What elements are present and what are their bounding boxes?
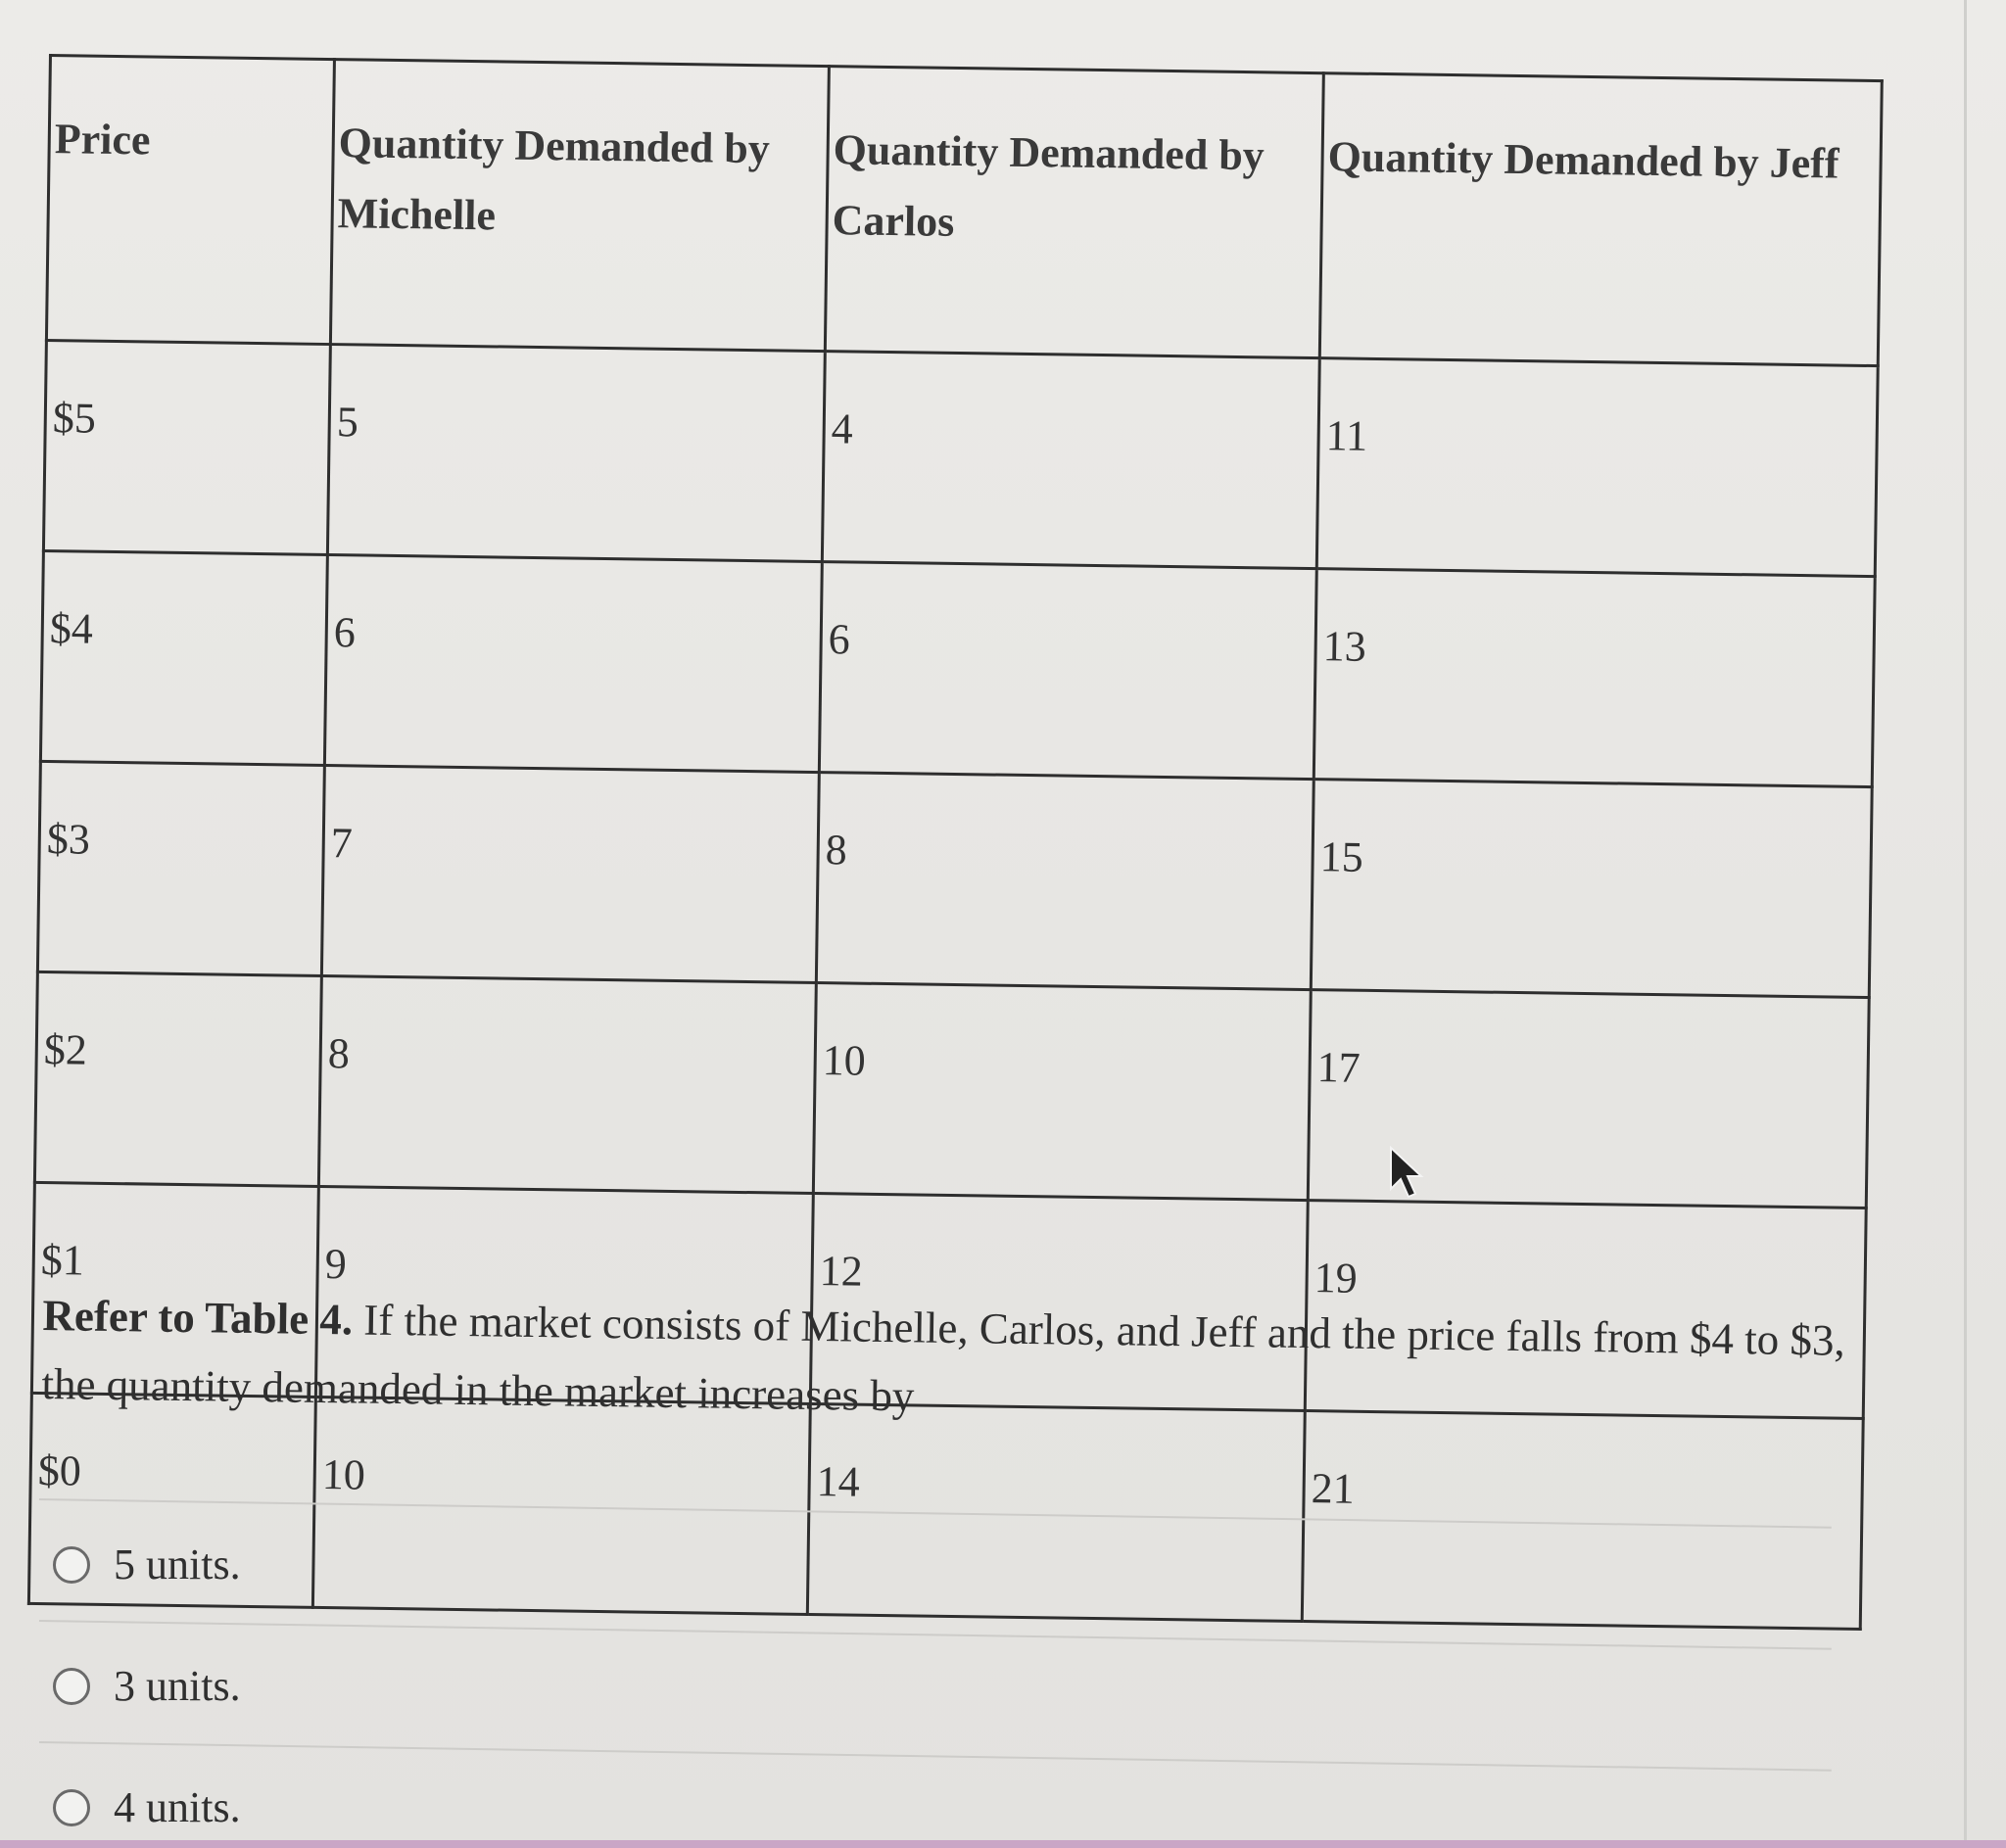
option-label: 3 units. (114, 1662, 241, 1710)
cell-carlos: 10 (813, 983, 1311, 1201)
question-text (41, 1281, 1855, 1444)
header-michelle: Quantity Demanded by Michelle (330, 60, 829, 352)
table-row (37, 761, 1872, 997)
radio-button[interactable] (53, 1546, 90, 1584)
window-edge (1964, 0, 1967, 1848)
cell-jeff: 19 (1305, 1201, 1866, 1419)
answer-option-2[interactable] (53, 1661, 241, 1711)
cell-price: $4 (40, 550, 327, 765)
cell-jeff: 17 (1308, 990, 1869, 1208)
radio-button[interactable] (53, 1789, 90, 1826)
cell-carlos: 14 (807, 1403, 1305, 1621)
cell-price: $1 (31, 1182, 318, 1397)
answer-option-1[interactable] (53, 1540, 241, 1589)
cell-price: $0 (28, 1393, 315, 1607)
cell-jeff: 11 (1316, 358, 1878, 577)
table-header-row (46, 56, 1882, 366)
option-label: 5 units. (114, 1540, 241, 1588)
cell-michelle: 5 (327, 345, 825, 562)
question-body: If the market consists of Michelle, Carlos, and Jeff and the price falls from $4 to $3, the quantity demanded in the market increases by (41, 1295, 1846, 1421)
cell-carlos: 8 (816, 773, 1313, 990)
question-lead: Refer to Table 4. (42, 1290, 354, 1345)
cell-michelle: 7 (321, 765, 819, 982)
cell-jeff: 13 (1313, 569, 1875, 787)
option-divider (39, 1741, 1832, 1772)
mouse-pointer-icon (1389, 1146, 1428, 1201)
cell-price: $2 (34, 971, 321, 1186)
bottom-strip (0, 1840, 2006, 1848)
header-jeff: Quantity Demanded by Jeff (1319, 73, 1882, 366)
cell-carlos: 12 (810, 1194, 1308, 1411)
cell-jeff: 21 (1302, 1411, 1863, 1630)
answer-option-3[interactable] (53, 1782, 241, 1832)
option-label: 4 units. (114, 1783, 241, 1831)
header-carlos: Quantity Demanded by Carlos (825, 67, 1323, 358)
cell-price: $5 (43, 340, 330, 554)
cell-carlos: 6 (819, 562, 1316, 780)
cell-price: $3 (37, 761, 324, 975)
radio-button[interactable] (53, 1668, 90, 1705)
cell-michelle: 10 (312, 1397, 810, 1614)
cell-michelle: 6 (324, 555, 822, 773)
table-row (40, 550, 1875, 786)
cell-michelle: 8 (318, 975, 816, 1193)
table-row (43, 340, 1878, 576)
header-price: Price (46, 56, 334, 345)
table-row (34, 971, 1869, 1208)
cell-michelle: 9 (315, 1186, 813, 1403)
cell-jeff: 15 (1311, 780, 1872, 998)
cell-carlos: 4 (822, 352, 1319, 569)
